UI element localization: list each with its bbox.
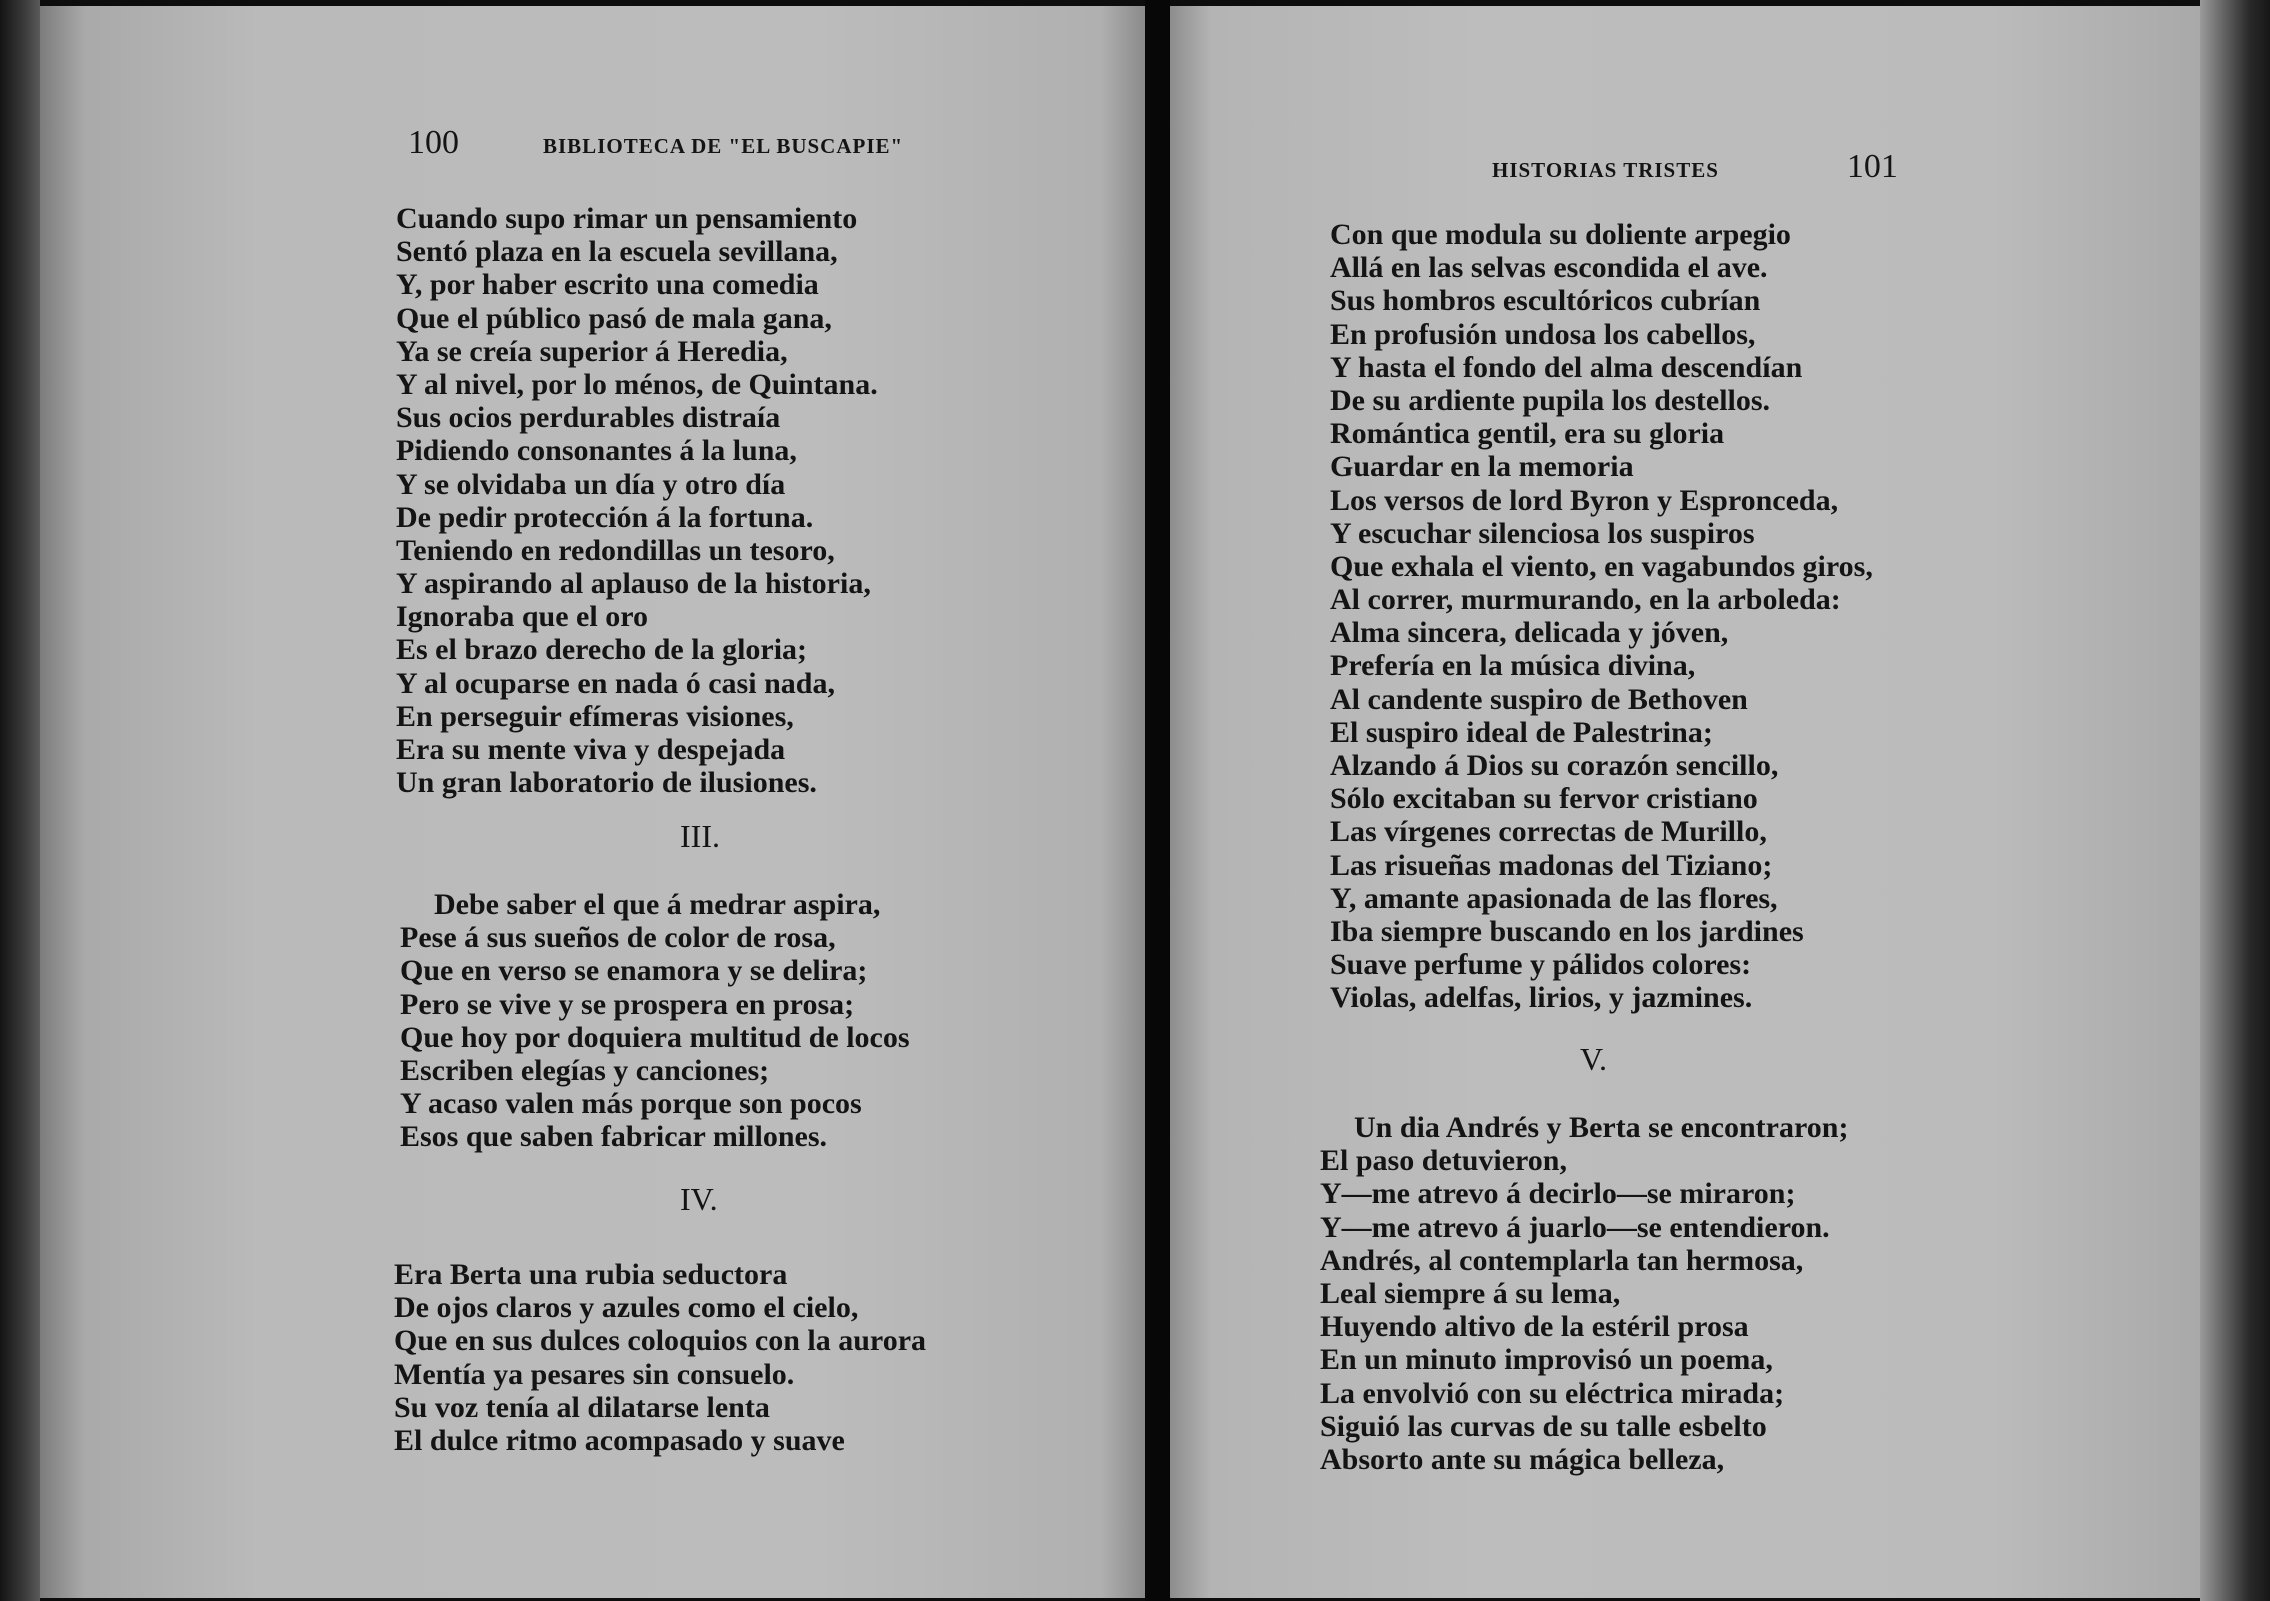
- verse-line: De su ardiente pupila los destellos.: [1330, 383, 1771, 417]
- verse-line: Con que modula su doliente arpegio: [1330, 218, 1791, 251]
- verse-line: Sus ocios perdurables distraía: [396, 401, 781, 435]
- right-running-head: [1492, 148, 1898, 186]
- verse-line: Un gran laboratorio de ilusiones.: [396, 766, 817, 800]
- verse-line: Allá en las selvas escondida el ave.: [1330, 251, 1768, 285]
- verse-line: Y acaso valen más porque son pocos: [400, 1087, 862, 1121]
- verse-line: Y, amante apasionada de las flores,: [1330, 881, 1778, 915]
- verse-line: Pidiendo consonantes á la luna,: [396, 434, 797, 468]
- verse-line: Y se olvidaba un día y otro día: [396, 467, 786, 501]
- verse-line: Que hoy por doquiera multitud de locos: [400, 1020, 910, 1054]
- verse-line: Y—me atrevo á decirlo—se miraron;: [1320, 1177, 1796, 1211]
- verse-line: Las vírgenes correctas de Murillo,: [1330, 815, 1767, 849]
- verse-line: Pero se vive y se prospera en prosa;: [400, 987, 855, 1021]
- verse-line: Leal siempre á su lema,: [1320, 1276, 1621, 1310]
- verse-line: Alma sincera, delicada y jóven,: [1330, 616, 1729, 650]
- verse-line: Teniendo en redondillas un tesoro,: [396, 533, 835, 567]
- right-stanza-2: [1320, 1111, 1848, 1476]
- verse-line: Guardar en la memoria: [1330, 450, 1634, 484]
- verse-line: En un minuto improvisó un poema,: [1320, 1343, 1773, 1377]
- verse-line: Andrés, al contemplarla tan hermosa,: [1320, 1243, 1804, 1277]
- verse-line: Esos que saben fabricar millones.: [400, 1120, 827, 1154]
- verse-line: Escriben elegías y canciones;: [400, 1053, 770, 1087]
- verse-line: Absorto ante su mágica belleza,: [1320, 1442, 1725, 1476]
- verse-line: Debe saber el que á medrar aspira,: [434, 888, 881, 921]
- verse-line: Era su mente viva y despejada: [396, 733, 786, 766]
- left-page: [40, 6, 1145, 1598]
- right-running-title: HISTORIAS TRISTES: [1492, 158, 1719, 182]
- verse-line: Y al ocuparse en nada ó casi nada,: [396, 666, 835, 700]
- verse-line: Los versos de lord Byron y Espronceda,: [1330, 483, 1839, 517]
- left-stanza-1: [396, 202, 878, 799]
- verse-line: Violas, adelfas, lirios, y jazmines.: [1330, 981, 1753, 1015]
- left-page-number: 100: [408, 124, 459, 161]
- book-gutter: [1145, 0, 1170, 1601]
- verse-line: Un dia Andrés y Berta se encontraron;: [1354, 1111, 1849, 1144]
- verse-line: Alzando á Dios su corazón sencillo,: [1330, 749, 1779, 782]
- verse-line: Que exhala el viento, en vagabundos giros,: [1330, 549, 1873, 583]
- verse-line: Sus hombros escultóricos cubrían: [1330, 284, 1761, 318]
- verse-line: Romántica gentil, era su gloria: [1330, 417, 1725, 451]
- verse-line: Huyendo altivo de la estéril prosa: [1320, 1310, 1749, 1344]
- section-heading-iv: IV.: [680, 1181, 718, 1217]
- verse-line: Y aspirando al aplauso de la historia,: [396, 567, 871, 601]
- verse-line: El paso detuvieron,: [1320, 1144, 1567, 1178]
- verse-line: Su voz tenía al dilatarse lenta: [394, 1390, 770, 1424]
- verse-line: Al candente suspiro de Bethoven: [1330, 682, 1748, 716]
- right-stanza-1: [1330, 218, 1873, 1015]
- left-stanza-2: [400, 888, 910, 1154]
- book-edge-left: [0, 0, 40, 1601]
- verse-line: Las risueñas madonas del Tiziano;: [1330, 848, 1773, 882]
- verse-line: Prefería en la música divina,: [1330, 649, 1696, 683]
- verse-line: Sólo excitaban su fervor cristiano: [1330, 782, 1758, 816]
- verse-line: Sentó plaza en la escuela sevillana,: [396, 235, 838, 269]
- verse-line: Mentía ya pesares sin consuelo.: [394, 1357, 795, 1391]
- verse-line: Siguió las curvas de su talle esbelto: [1320, 1409, 1767, 1443]
- verse-line: Pese á sus sueños de color de rosa,: [400, 921, 836, 955]
- verse-line: Cuando supo rimar un pensamiento: [396, 202, 858, 235]
- verse-line: Es el brazo derecho de la gloria;: [396, 633, 808, 667]
- verse-line: Ya se creía superior á Heredia,: [396, 334, 788, 368]
- section-heading-iii: III.: [680, 818, 720, 854]
- verse-line: Iba siempre buscando en los jardines: [1330, 914, 1804, 948]
- verse-line: De pedir protección á la fortuna.: [396, 500, 814, 534]
- verse-line: En perseguir efímeras visiones,: [396, 699, 794, 733]
- right-page: [1170, 6, 2200, 1598]
- verse-line: Y al nivel, por lo ménos, de Quintana.: [396, 367, 878, 401]
- left-running-title: BIBLIOTECA DE "EL BUSCAPIE": [543, 134, 904, 158]
- book-edge-right: [2200, 0, 2270, 1601]
- verse-line: En profusión undosa los cabellos,: [1330, 317, 1756, 351]
- verse-line: El suspiro ideal de Palestrina;: [1330, 715, 1713, 749]
- section-heading-v: V.: [1580, 1041, 1607, 1077]
- verse-line: Era Berta una rubia seductora: [394, 1258, 788, 1291]
- verse-line: Que en verso se enamora y se delira;: [400, 954, 868, 988]
- right-page-number: 101: [1846, 148, 1898, 185]
- verse-line: Ignoraba que el oro: [396, 600, 648, 634]
- verse-line: La envolvió con su eléctrica mirada;: [1320, 1376, 1785, 1410]
- left-stanza-3: [394, 1258, 926, 1457]
- verse-line: Al correr, murmurando, en la arboleda:: [1330, 583, 1841, 617]
- left-running-head: [408, 124, 903, 162]
- verse-line: Suave perfume y pálidos colores:: [1330, 948, 1752, 982]
- verse-line: Y, por haber escrito una comedia: [396, 268, 819, 302]
- verse-line: Que el público pasó de mala gana,: [396, 301, 832, 335]
- verse-line: El dulce ritmo acompasado y suave: [394, 1423, 845, 1457]
- verse-line: Y hasta el fondo del alma descendían: [1330, 350, 1803, 384]
- verse-line: Y—me atrevo á juarlo—se entendieron.: [1320, 1210, 1830, 1244]
- verse-line: Y escuchar silenciosa los suspiros: [1330, 516, 1755, 550]
- verse-line: De ojos claros y azules como el cielo,: [394, 1291, 859, 1325]
- verse-line: Que en sus dulces coloquios con la aurora: [394, 1324, 927, 1358]
